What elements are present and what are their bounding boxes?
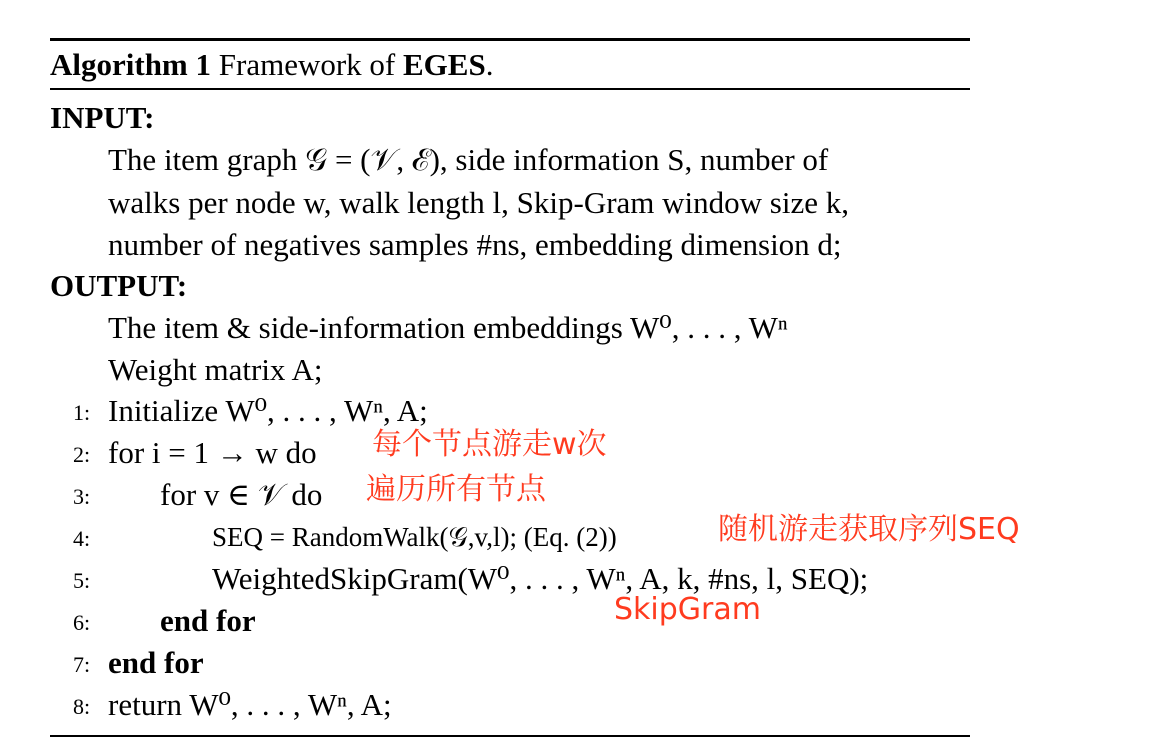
step-7: end for bbox=[108, 645, 204, 680]
step-number-1: 1: bbox=[73, 400, 91, 425]
input-line-3: number of negatives samples #ns, embedding dimension d; bbox=[108, 227, 842, 262]
caption-period: . bbox=[485, 47, 494, 82]
annotation-step3: 遍历所有节点 bbox=[366, 472, 546, 507]
algorithm-name: EGES bbox=[403, 47, 486, 82]
top-rule bbox=[50, 38, 970, 41]
input-heading: INPUT: bbox=[50, 100, 155, 135]
output-heading: OUTPUT: bbox=[50, 268, 188, 303]
step-6: end for bbox=[160, 603, 256, 638]
annotation-step2: 每个节点游走w次 bbox=[372, 427, 607, 462]
algorithm-caption-text: Framework of bbox=[218, 47, 396, 82]
algorithm-label: Algorithm 1 bbox=[50, 47, 212, 82]
annotation-step4: 随机游走获取序列SEQ bbox=[718, 512, 1020, 547]
algorithm-caption bbox=[50, 45, 493, 85]
step-number-8: 8: bbox=[73, 694, 91, 719]
caption-rule bbox=[50, 88, 970, 90]
step-number-4: 4: bbox=[73, 526, 91, 551]
step-number-3: 3: bbox=[73, 484, 91, 509]
step-number-5: 5: bbox=[73, 568, 91, 593]
step-2: for i = 1 → w do bbox=[108, 435, 317, 470]
annotation-step5: SkipGram bbox=[614, 592, 761, 627]
output-line-1: The item & side-information embeddings W⁰, . . . , Wⁿ bbox=[108, 310, 788, 345]
input-line-1: The item graph 𝒢 = (𝒱, ℰ), side information S, number of bbox=[108, 142, 829, 177]
step-5: WeightedSkipGram(W⁰, . . . , Wⁿ, A, k, #ns, l, SEQ); bbox=[212, 561, 869, 596]
step-number-6: 6: bbox=[73, 610, 91, 635]
step-number-7: 7: bbox=[73, 652, 91, 677]
step-4: SEQ = RandomWalk(𝒢,v,l); (Eq. (2)) bbox=[212, 522, 617, 552]
step-8: return W⁰, . . . , Wⁿ, A; bbox=[108, 687, 392, 722]
step-number-2: 2: bbox=[73, 442, 91, 467]
bottom-rule bbox=[50, 735, 970, 737]
output-line-2: Weight matrix A; bbox=[108, 352, 323, 387]
step-1: Initialize W⁰, . . . , Wⁿ, A; bbox=[108, 393, 428, 428]
input-line-2: walks per node w, walk length l, Skip-Gram window size k, bbox=[108, 185, 849, 220]
step-3: for v ∈ 𝒱 do bbox=[160, 477, 323, 512]
